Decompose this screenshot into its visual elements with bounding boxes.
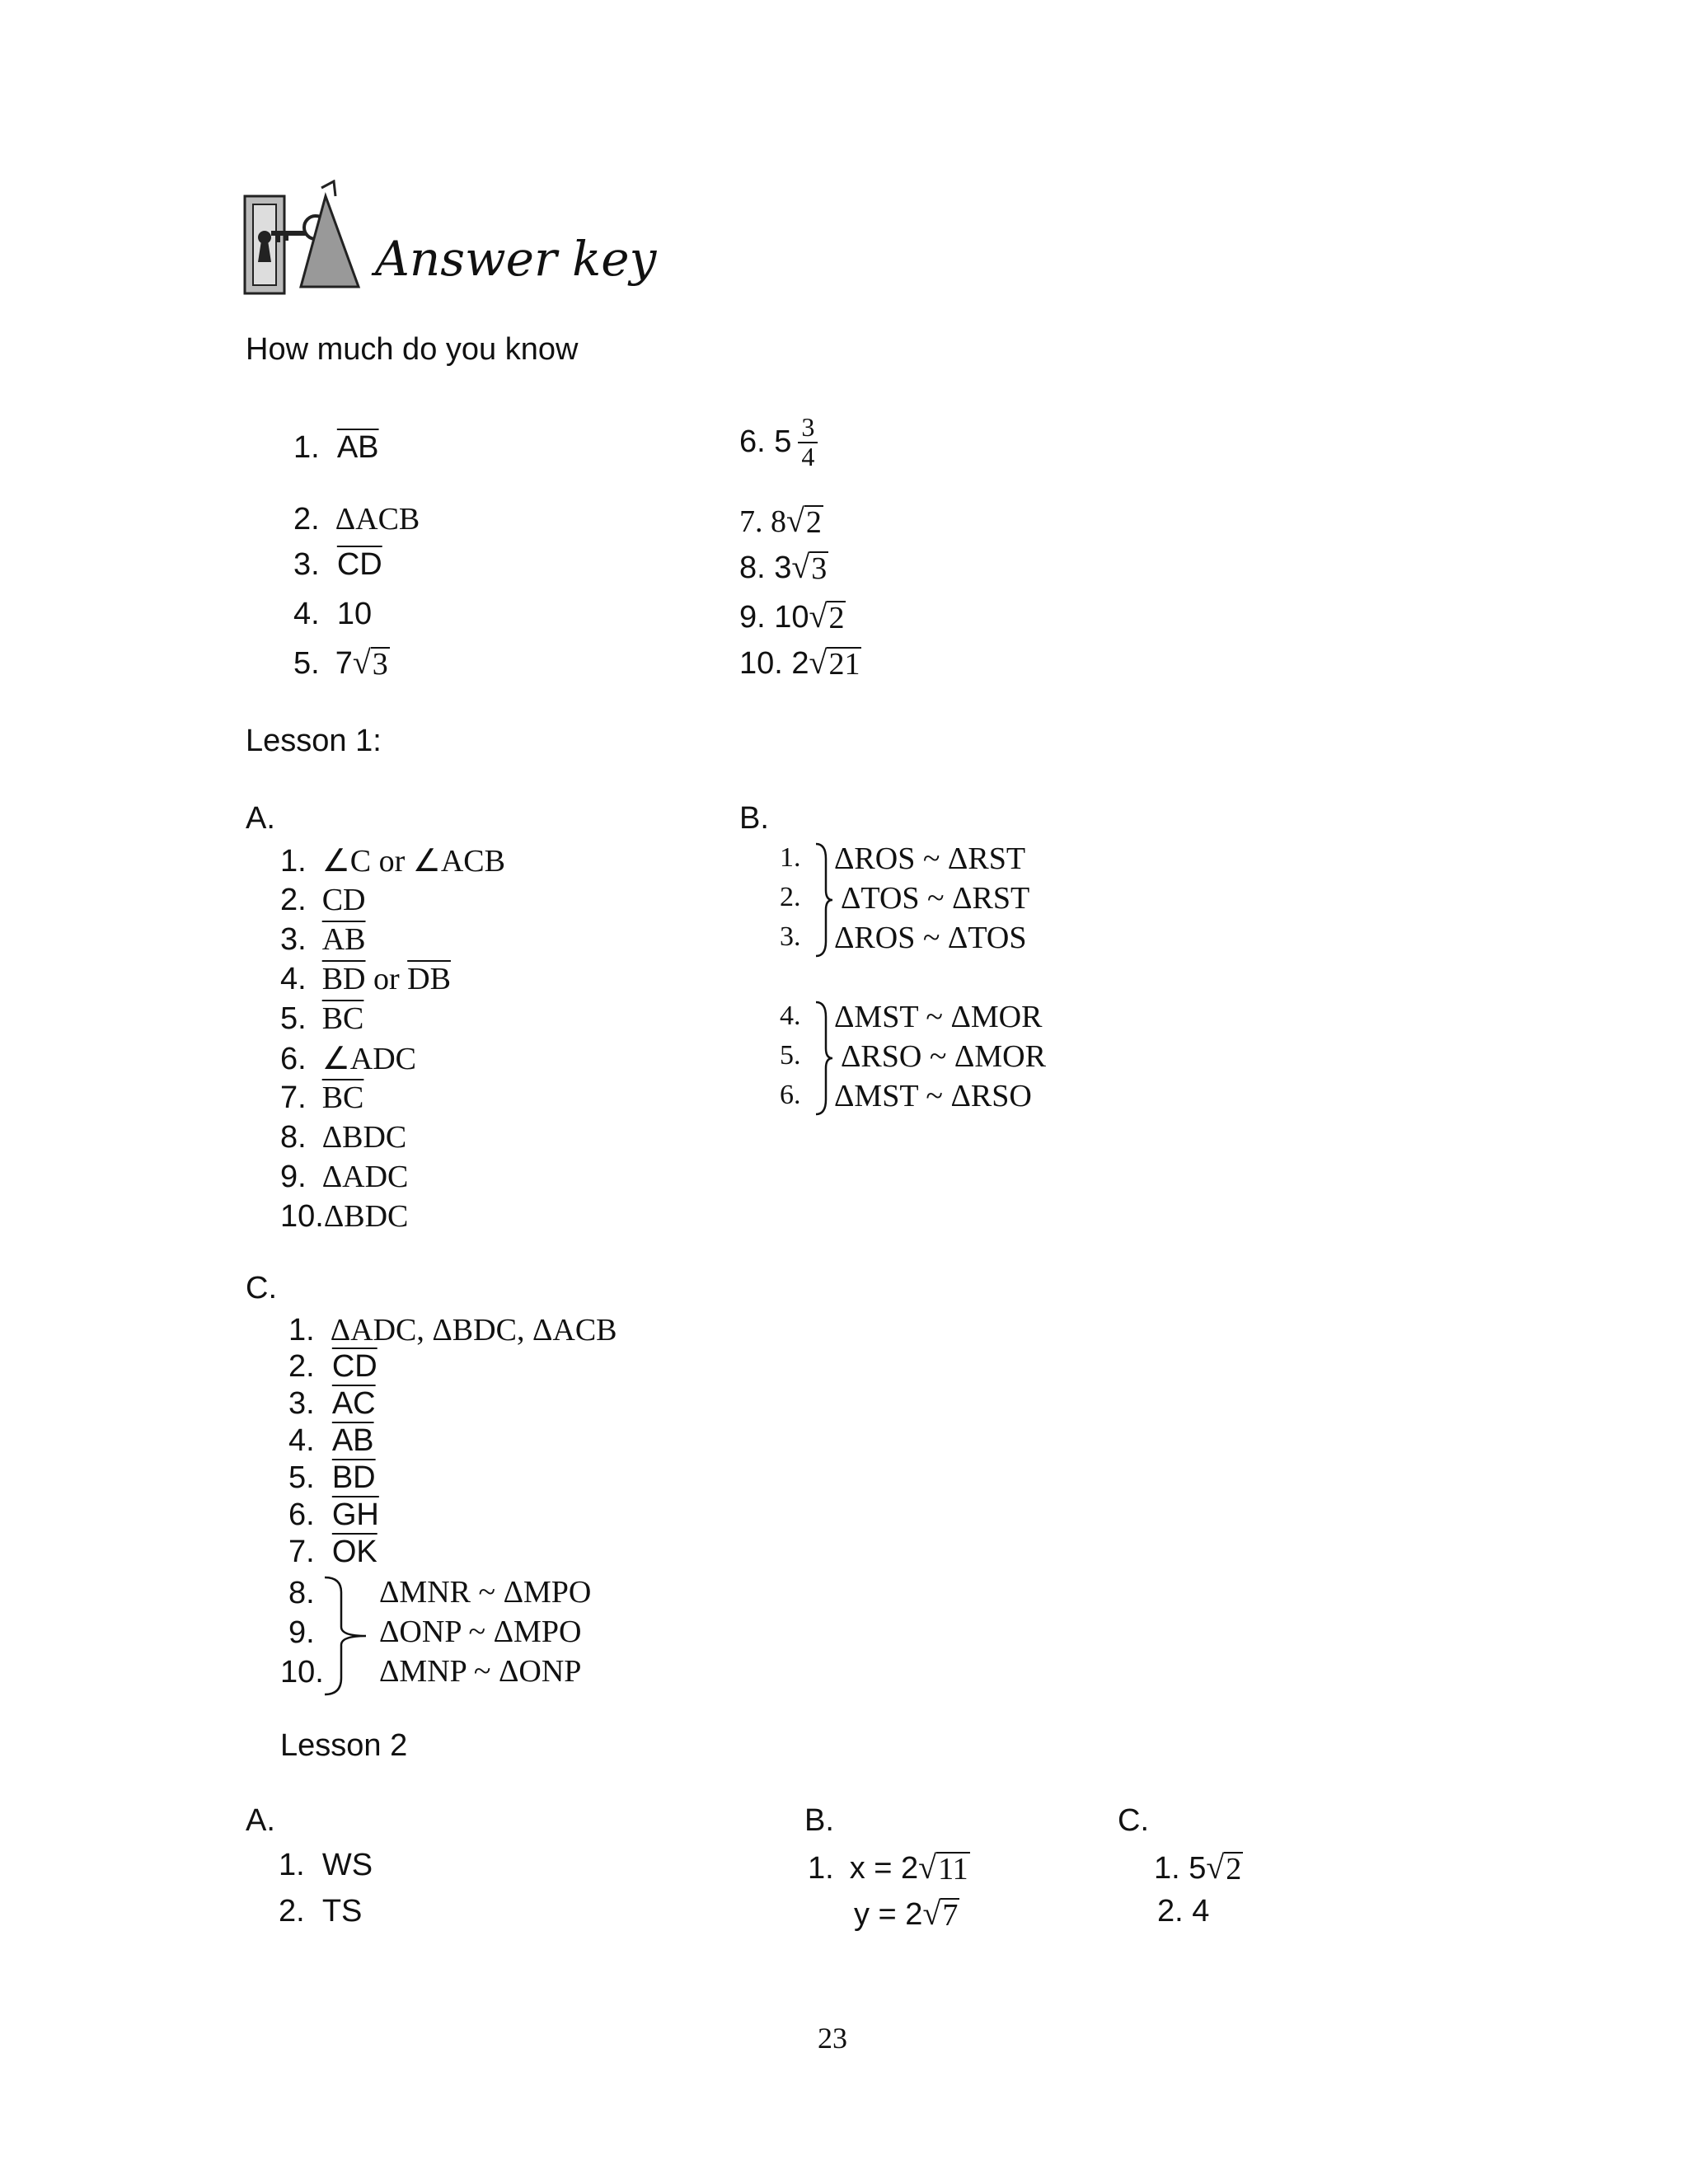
list-item: 1. x = 2 √ 11: [808, 1849, 968, 1887]
list-item: 3.: [780, 921, 801, 952]
list-item: 1. ΔADC, ΔBDC, ΔACB: [288, 1313, 617, 1347]
lesson1-title: Lesson 1:: [246, 724, 382, 758]
list-item: 3. $\overline{AB}$: [280, 922, 366, 957]
lesson2-a-label: A.: [246, 1803, 275, 1838]
list-item: 2. 4: [1157, 1894, 1210, 1929]
list-item: 8. ΔBDC: [280, 1120, 407, 1155]
list-item: 5. 7 √ 3: [293, 644, 388, 682]
keyhole-key-icon: [243, 180, 387, 303]
list-item: ΔROS ~ ΔTOS: [834, 921, 1027, 955]
list-item: 10. 2 √ 21: [739, 644, 860, 682]
list-item: ΔMNR ~ ΔMPO: [379, 1575, 592, 1610]
lesson2-title: Lesson 2: [280, 1728, 408, 1763]
list-item: 2. $\overline{CD}$: [288, 1349, 377, 1384]
list-item: 7. $\overline{BC}$: [280, 1080, 364, 1115]
list-item: 10.: [280, 1655, 324, 1690]
list-item: 2. TS: [279, 1894, 363, 1929]
list-item: 2. ΔACB: [293, 502, 420, 537]
list-item: 1. 5 √ 2: [1154, 1849, 1242, 1887]
list-item: 7. 8 √ 2: [739, 502, 822, 541]
list-item: 3. $\overline{CD}$: [293, 547, 382, 582]
list-item: 7. $\overline{OK}$: [288, 1535, 377, 1569]
list-item: 6. ∠ADC: [280, 1042, 416, 1076]
list-item: 2.: [780, 882, 801, 912]
list-item: 5.: [780, 1040, 801, 1071]
list-item: 8. 3 √ 3: [739, 548, 828, 587]
list-item: 5. $\overline{BD}$: [288, 1460, 376, 1495]
list-item: ΔMST ~ ΔMOR: [834, 1000, 1043, 1034]
list-item: 6.: [780, 1080, 801, 1110]
list-item: ΔTOS ~ ΔRST: [841, 881, 1030, 916]
list-item: 8.: [288, 1576, 315, 1610]
list-item: 1. $\overline{AB}$: [293, 430, 379, 465]
answer-key-header: [243, 180, 657, 307]
list-item: 1.: [780, 842, 801, 873]
list-item: 9.: [288, 1615, 315, 1650]
lesson2-b-label: B.: [804, 1803, 834, 1838]
page-title: Answer key: [375, 231, 657, 287]
lesson1-b-label: B.: [739, 801, 769, 836]
list-item: 6. 5 $\frac{3}{4}$: [739, 414, 818, 471]
page-number: 23: [818, 2022, 847, 2055]
lesson2-c-label: C.: [1118, 1803, 1149, 1838]
brace-icon: [814, 842, 834, 958]
list-item: 1. WS: [279, 1848, 373, 1882]
list-item: 4. $\overline{AB}$: [288, 1423, 374, 1458]
brace-icon: [323, 1576, 369, 1696]
list-item: 2. CD: [280, 883, 366, 917]
list-item: y = 2 √ 7: [854, 1895, 959, 1933]
list-item: 4. $\overline{BD}$ or $\overline{DB}$: [280, 962, 451, 996]
list-item: 9. ΔADC: [280, 1160, 409, 1194]
list-item: 4. 10: [293, 597, 373, 631]
list-item: 9. 10 √ 2: [739, 598, 845, 636]
list-item: 5. $\overline{BC}$: [280, 1001, 364, 1036]
list-item: ΔMST ~ ΔRSO: [834, 1079, 1032, 1113]
list-item: 1. ∠C or ∠ACB: [280, 844, 505, 879]
list-item: 4.: [780, 1001, 801, 1031]
list-item: 6. $\overline{GH}$: [288, 1497, 379, 1532]
lesson1-a-label: A.: [246, 801, 275, 836]
list-item: 3. $\overline{AC}$: [288, 1386, 376, 1421]
list-item: 10.ΔBDC: [280, 1199, 409, 1234]
lesson1-c-label: C.: [246, 1271, 277, 1305]
list-item: ΔONP ~ ΔMPO: [379, 1615, 582, 1649]
list-item: ΔRSO ~ ΔMOR: [841, 1039, 1046, 1074]
list-item: ΔMNP ~ ΔONP: [379, 1654, 582, 1689]
brace-icon: [814, 1001, 834, 1116]
list-item: ΔROS ~ ΔRST: [834, 841, 1026, 876]
section-title: How much do you know: [246, 332, 579, 367]
